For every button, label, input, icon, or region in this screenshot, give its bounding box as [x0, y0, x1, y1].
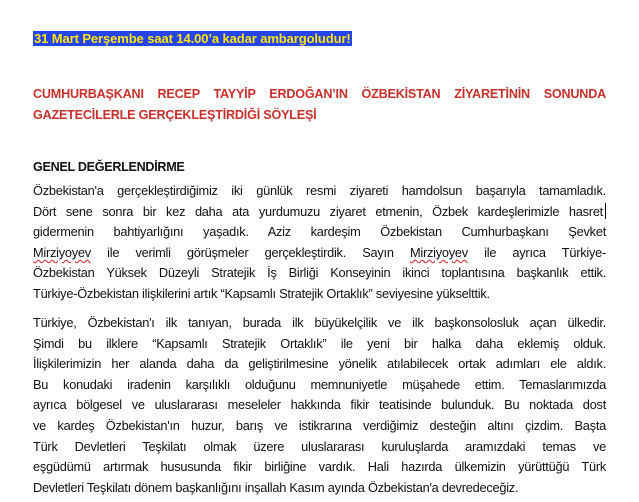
section-title: GENEL DEĞERLENDİRME	[33, 160, 185, 174]
text-line	[33, 202, 606, 223]
text-line: Türkiye, Özbekistan'ı ilk tanıyan, burada ilk büyükelçilik ve ilk başkonsolosluk açan ülkedir.	[33, 315, 606, 330]
text-segment: Dört sene sonra bir kez daha ata yurdumuzu ziyaret etmenin, Özbek kardeşlerimizle hasret	[33, 203, 603, 219]
text-line: Türk Devletleri Teşkilatı olmak üzere uluslararası kuruluşlarda aramızdaki temas ve	[33, 438, 606, 454]
embargo-notice: 31 Mart Perşembe saat 14.00’a kadar ambargoludur!	[34, 31, 351, 46]
text-line: Devletleri Teşkilatı dönem başkanlığını inşallah Kasım ayında Özbekistan'a devredeceğiz.	[33, 479, 519, 495]
text-line: Şimdi bu ilklere “Kapsamlı Stratejik Ortaklık” ile yeni bir halka daha eklemiş olduk.	[33, 335, 606, 351]
text-line: eşgüdümü artırmak hususunda fikir birliğine vardık. Hali hazırda ülkemizin yürüttüğü Türk	[33, 459, 606, 475]
text-line	[33, 243, 606, 264]
paragraph-2[interactable]	[33, 313, 606, 498]
text-line: Özbekistan'a gerçekleştirdiğimiz iki günlük resmi ziyareti hamdolsun başarıyla tamamladık.	[33, 183, 606, 198]
paragraph-1[interactable]	[33, 181, 606, 305]
text-segment: ile ayrıca Türkiye-	[467, 244, 606, 260]
spelling-error-word[interactable]: Mirziyoyev	[409, 244, 468, 260]
spelling-error-word[interactable]: Mirziyoyev	[33, 244, 91, 260]
headline-line-2: GAZETECİLERLE GERÇEKLEŞTİRDİĞİ SÖYLEŞİ	[33, 108, 317, 122]
text-line: Bu konudaki iradenin karşılıklı olduğunu memnuniyetle müşahede ettim. Temaslarımızda	[33, 376, 606, 392]
text-cursor	[605, 203, 606, 219]
text-line: ayrıca bölgesel ve uluslararası meseleler hakkında fikir teatisinde bulunduk. Bu noktada dost	[33, 397, 606, 413]
text-line: İlişkilerimizin her alanda daha da geliştirilmesine yönelik atılabilecek ortak adımları ele aldık.	[33, 356, 606, 372]
text-line: gidermenin bahtiyarlığını yaşadık. Aziz kardeşim Özbekistan Cumhurbaşkanı Şevket	[33, 224, 606, 240]
text-segment: ile verimli görüşmeler gerçekleştirdik. Sayın	[90, 244, 410, 260]
text-line: Özbekistan Yüksek Düzeyli Stratejik İş Birliği Konseyinin ikinci toplantısına başkanlık ettik.	[33, 265, 606, 281]
headline-line-1: CUMHURBAŞKANI RECEP TAYYİP ERDOĞAN’IN ÖZBEKİSTAN ZİYARETİNİN SONUNDA	[33, 87, 606, 101]
text-line: Türkiye-Özbekistan ilişkilerini artık “Kapsamlı Stratejik Ortaklık” seviyesine yükselttik.	[33, 285, 490, 301]
text-line: ve kardeş Özbekistan'ın huzur, barış ve istikrarına verdiğimiz desteğin altını çizdim. Başta	[33, 417, 606, 433]
headline	[33, 84, 606, 126]
